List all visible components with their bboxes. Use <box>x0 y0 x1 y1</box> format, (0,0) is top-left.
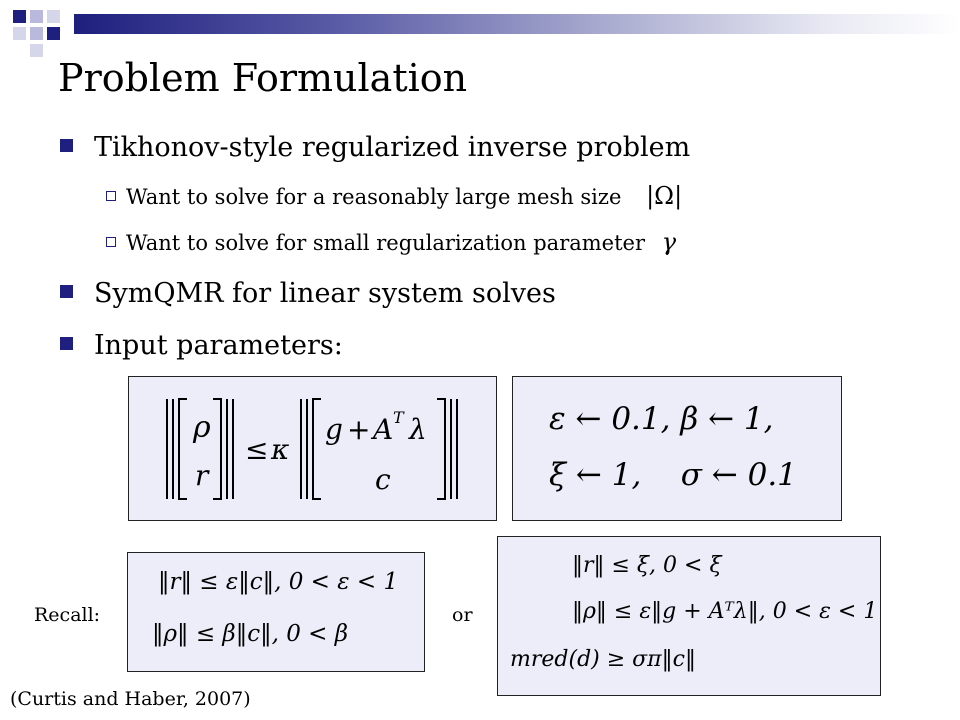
citation: (Curtis and Haber, 2007) <box>10 688 251 710</box>
recall-conditions-box <box>127 552 425 672</box>
logo-square-light <box>30 27 43 40</box>
params-line-2: ξ ← 1, σ ← 0.1 <box>549 457 797 493</box>
recall-condition-1: ‖r‖ ≤ ε‖c‖, 0 < ε < 1 <box>158 569 399 595</box>
svg-text:A: A <box>373 413 394 446</box>
kappa-symbol: κ <box>271 433 290 466</box>
sub-bullet-item <box>106 182 682 210</box>
hollow-square-icon <box>106 191 116 201</box>
logo-square-navy <box>47 27 60 40</box>
logo-square-light <box>47 10 60 23</box>
logo-square-light <box>13 27 26 40</box>
alt-condition-2: ‖ρ‖ ≤ ε‖g + Aᵀλ‖, 0 < ε < 1 <box>572 599 878 624</box>
bullet-text: Input parameters: <box>94 330 343 361</box>
hollow-square-icon <box>106 237 116 247</box>
logo-square-navy <box>13 10 26 23</box>
mesh-size-symbol: |Ω| <box>646 182 683 210</box>
recall-condition-2: ‖ρ‖ ≤ β‖c‖, 0 < β <box>152 621 349 647</box>
svg-text:λ: λ <box>409 413 427 446</box>
page-title: Problem Formulation <box>58 56 468 100</box>
params-line-1: ε ← 0.1, β ← 1, <box>549 401 774 437</box>
alternative-conditions-box <box>497 536 881 696</box>
bullet-text: Tikhonov-style regularized inverse problem <box>94 132 691 163</box>
bullet-item <box>60 330 343 361</box>
svg-text:g: g <box>325 413 343 446</box>
sub-bullet-text: Want to solve for a reasonably large mesh size <box>126 185 622 209</box>
sub-bullet-item <box>106 228 676 256</box>
parameter-values-box <box>512 376 842 521</box>
svg-text:ρ: ρ <box>193 410 211 445</box>
or-label: or <box>452 604 473 626</box>
svg-text:c: c <box>375 463 391 496</box>
logo-square-light <box>30 10 43 23</box>
input-inequality-box <box>128 376 497 521</box>
bullet-square-icon <box>60 285 73 298</box>
alt-condition-3: mred(d) ≥ σπ‖c‖ <box>510 647 696 672</box>
sub-bullet-text: Want to solve for small regularization parameter <box>126 231 646 255</box>
svg-text:≤: ≤ <box>245 433 269 466</box>
svg-text:T: T <box>393 408 404 427</box>
bullet-item <box>60 132 690 163</box>
logo-square-light <box>30 44 43 57</box>
header-gradient-bar <box>74 14 960 34</box>
bullet-text: SymQMR for linear system solves <box>94 278 556 309</box>
svg-text:r: r <box>195 459 209 492</box>
recall-label: Recall: <box>34 604 101 626</box>
bullet-square-icon <box>60 139 73 152</box>
svg-text:+: + <box>347 413 371 446</box>
gamma-symbol: γ <box>661 228 677 256</box>
alt-condition-1: ‖r‖ ≤ ξ, 0 < ξ <box>572 553 722 578</box>
bullet-square-icon <box>60 337 73 350</box>
norm-inequality-formula <box>129 377 495 519</box>
bullet-item <box>60 278 556 309</box>
